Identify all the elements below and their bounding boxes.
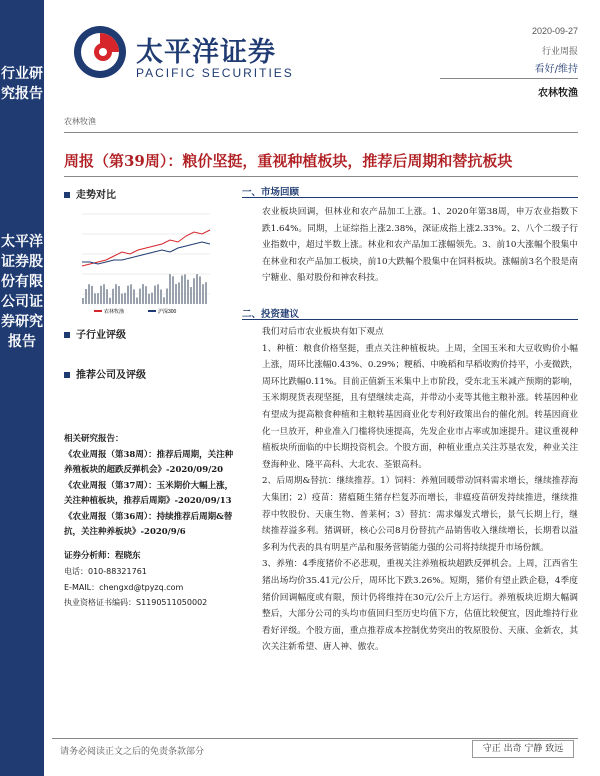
breadcrumb: 农林牧渔: [64, 117, 96, 126]
invest-intro: 我们对后市农业板块有如下观点: [262, 327, 384, 337]
series-agri-line: [82, 230, 210, 266]
trend-chart: [64, 204, 214, 318]
recommend-heading: 推荐公司及评级: [64, 366, 146, 381]
volume-bar: [142, 284, 144, 304]
volume-bar: [202, 284, 204, 304]
volume-bar: [106, 289, 108, 304]
title-rule-top: [64, 132, 578, 133]
review-heading: 一、市场回顾: [242, 187, 300, 198]
page-title: 周报（第39周）：粮价坚挺，重视种植板块，推荐后周期和替抗板块: [64, 152, 513, 170]
industry-name: 农林牧渔: [538, 88, 578, 99]
volume-bar: [163, 297, 165, 304]
analyst-license: 执业资格证书编码：S1190511050002: [64, 598, 208, 607]
related-item-1: 《农业周报（第38周）：推荐后周期，关注种养殖板块的超跌反弹机会》-2020/09/20: [64, 449, 234, 475]
invest-planting: 1、种植：粮食价格坚挺，重点关注种植板块。上周，全国玉米和大豆收购价小幅上涨，周环比涨幅0.43%、0.29%；粳稻、中晚稻和早稻收购价持平，小麦微跌，周环比跌幅0.11%。目前正值新玉米集中上市阶段，受东北玉米减产预期的影响，玉米期现货表现坚挺，且有望继续走高，并带动小麦等其他主粮补涨。转基因种业有望成为提高粮食种植和主粮转基因商业化专利好政策出台的催化剂。转基因商业化一旦放开，种业准入门槛将快速提高，先发企业市占率或加速提升。建议重视种植板块所面临的中长期投资机会。个股方面，种植业重点关注苏垦农发，种业关注登海种业、隆平高科、大北农、荃银高科。: [262, 343, 578, 470]
volume-bar: [115, 284, 117, 304]
invest-post-cycle: 2、后周期&替抗：继续推荐。1）饲料：养殖回暖带动饲料需求增长，继续推荐海大集团；2）疫苗：猪瘟随生猪存栏复苏而增长，非瘟疫苗研发持续推进，继续推荐中牧股份、天康生物、普莱柯；3）替抗：需求爆发式增长，景气长期上行，继续推荐溢多利。猪调研，核心公司8月份替抗产品销售收入继续增长，长期看以溢多利为代表的具有明星产品和服务营销能力强的公司将持续提升市场份额。: [262, 476, 578, 553]
trend-heading: 走势对比: [64, 186, 116, 201]
related-item-2: 《农业周报（第37周）：玉米期价大幅上涨，关注种植板块，推荐后周期》-2020/09/13: [64, 480, 234, 506]
analyst-phone: 电话：010-88321761: [64, 567, 147, 576]
volume-bar: [124, 293, 126, 304]
volume-bar: [109, 298, 111, 304]
brand-logo-icon: [72, 24, 128, 80]
invest-rule: [242, 319, 578, 320]
footer-disclaimer: 请务必阅读正文之后的免责条款部分: [60, 747, 205, 757]
brand-name-cn: 太平洋证券: [136, 37, 276, 68]
invest-body: [262, 324, 578, 656]
volume-bar: [127, 286, 129, 304]
volume-bar: [151, 293, 153, 304]
volume-bar: [118, 286, 120, 304]
volume-bar: [199, 276, 201, 304]
volume-bar: [130, 284, 132, 304]
volume-bar: [82, 298, 84, 304]
volume-bar: [103, 284, 105, 304]
report-date: 2020-09-27: [531, 26, 578, 36]
legend-agri: 农林牧渔: [104, 309, 125, 315]
volume-bar: [187, 280, 189, 304]
volume-bar: [157, 284, 159, 304]
footer-rule: [52, 738, 578, 739]
volume-bar: [154, 286, 156, 304]
volume-bar: [196, 274, 198, 304]
left-sidebar: [0, 0, 44, 776]
volume-bar: [193, 278, 195, 304]
volume-bar: [94, 293, 96, 304]
volume-bar: [136, 298, 138, 304]
volume-bar: [121, 294, 123, 304]
related-reports: [64, 432, 234, 611]
industry-rating: 看好/维持: [534, 64, 578, 75]
related-heading: 相关研究报告：: [64, 434, 124, 444]
sidebar-top-text: 行业研究报告: [1, 66, 43, 102]
analyst-name: 证券分析师：程晓东: [64, 550, 141, 561]
volume-bar: [112, 289, 114, 304]
brand-name-en: PACIFIC SECURITIES: [136, 66, 294, 80]
volume-bar: [145, 286, 147, 304]
header-rule: [440, 78, 578, 79]
volume-bar: [139, 289, 141, 304]
volume-bar: [205, 282, 207, 304]
volume-bar: [91, 286, 93, 304]
volume-bar: [85, 289, 87, 304]
title-rule-bottom: [64, 176, 578, 177]
volume-bar: [133, 289, 135, 304]
volume-bar: [148, 294, 150, 304]
volume-bar: [172, 276, 174, 304]
volume-bar: [169, 274, 171, 304]
volume-bar: [97, 293, 99, 304]
review-rule: [242, 197, 578, 198]
sub-rating-heading: 子行业评级: [64, 326, 126, 341]
analyst-email[interactable]: E-MAIL：chengxd@tpyzq.com: [64, 582, 184, 592]
sidebar-bottom-text: 太平洋证券股份有限公司证券研究报告: [1, 234, 43, 350]
legend-hs300: 沪深300: [158, 309, 177, 315]
volume-bar: [88, 284, 90, 304]
volume-bar: [166, 288, 168, 304]
invest-heading: 二、投资建议: [242, 309, 300, 320]
report-type: 行业周报: [541, 47, 578, 57]
volume-bars: [82, 274, 207, 304]
review-body: 农业板块回调，但林业和农产品加工上涨。1、2020年第38周，申万农业指数下跌1.64%。同期，上证综指上涨2.38%，深证成指上涨2.33%。2、八个二级子行业指数中，超过半数上涨。林业和农产品加工涨幅领先。3、前10大涨幅个股集中在林业和农产品加工板块，前10大跌幅个股集中在饲料板块。涨幅前3名个股是南宁糖业、船对股份和神农科技。: [262, 207, 578, 284]
volume-bar: [181, 275, 183, 304]
related-item-3: 《农业周报（第36周）：持续推荐后周期&替抗，关注种养板块》-2020/9/6: [64, 511, 233, 537]
volume-bar: [178, 282, 180, 304]
volume-bar: [184, 274, 186, 304]
volume-bar: [190, 287, 192, 304]
volume-bar: [100, 286, 102, 304]
volume-bar: [160, 290, 162, 304]
footer-motto: 守正 出奇 宁静 致远: [472, 740, 574, 758]
volume-bar: [175, 284, 177, 304]
invest-breeding: 3、养殖：4季度猪价不必悲观，重视关注养殖板块超跌反弹机会。上周，江西省生猪出场均价35.41元/公斤，周环比下跌3.26%。短期，猪价有望止跌企稳，4季度猪价回调幅度或有限，预计仍将维持在30元/公斤上方运行。养殖板块近期大幅调整后，大部分公司的头均市值回归至历史均值下方，估值比较便宜，因此维持行业看好评级。个股方面，重点推荐成本控制优势突出的牧原股份、天康、金新农，其次关注新希望、唐人神、傲农。: [262, 559, 578, 653]
